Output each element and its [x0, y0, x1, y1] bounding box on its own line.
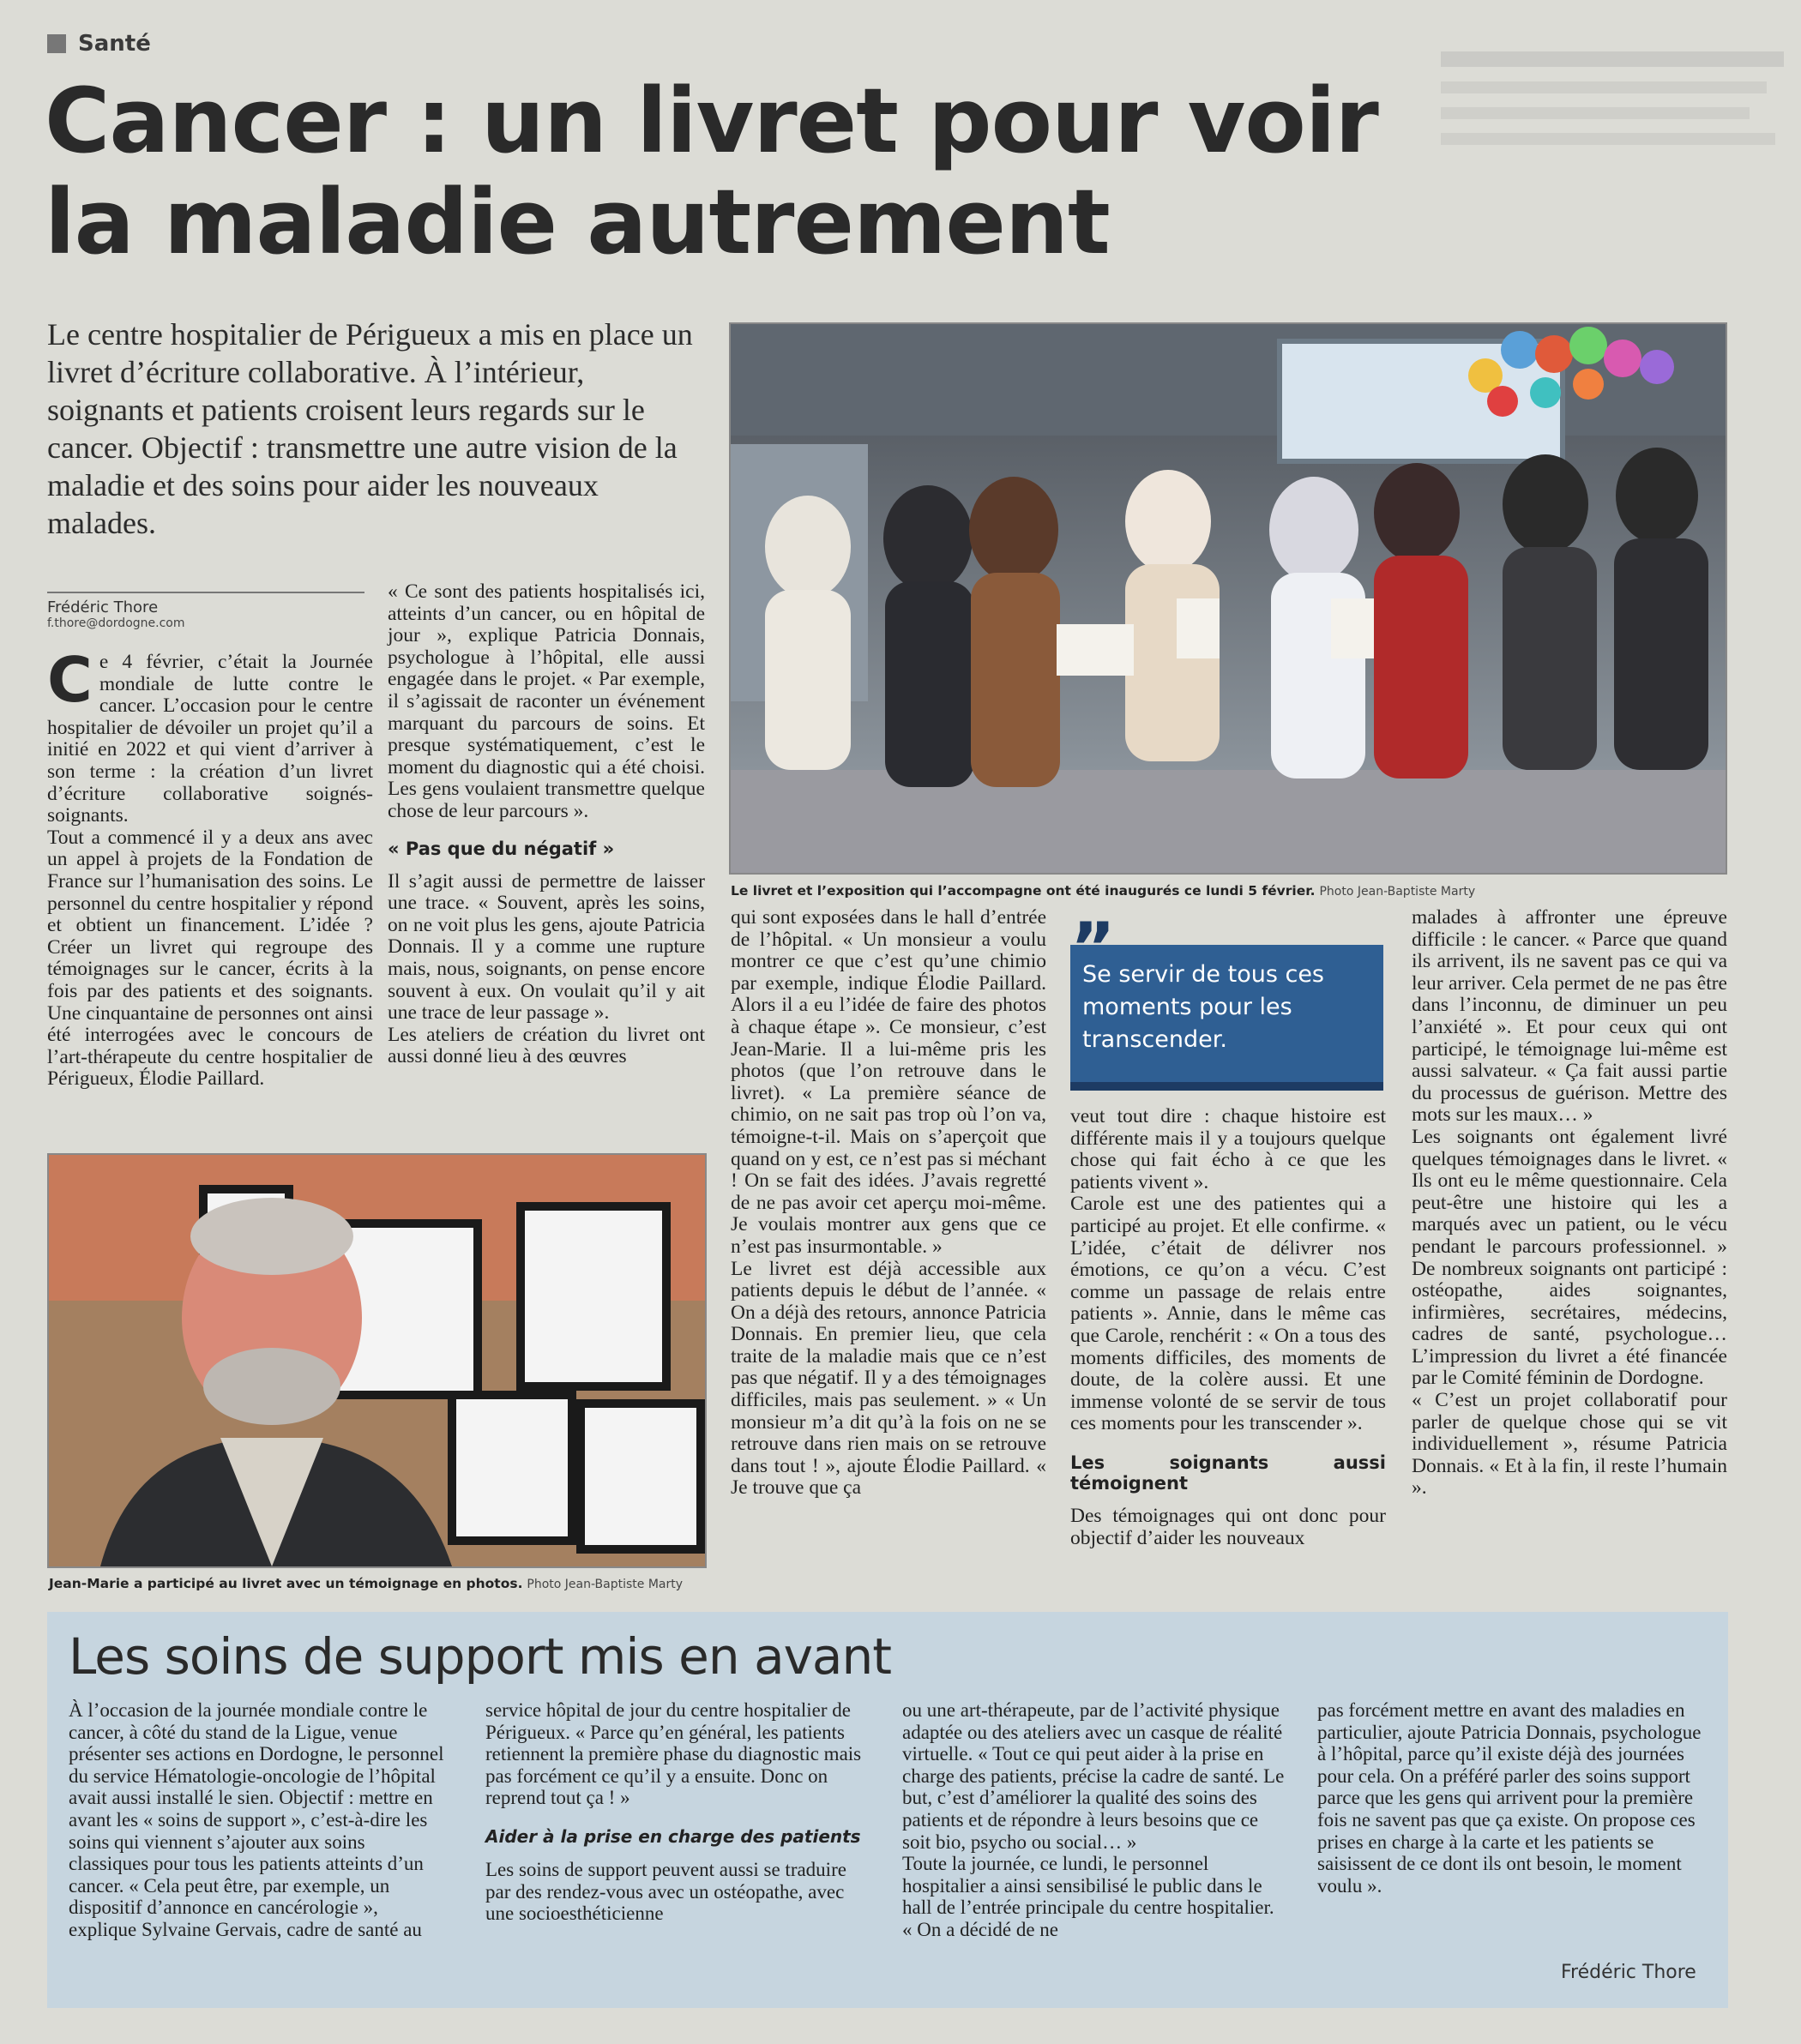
sidebar-col1-text: À l’occasion de la journée mondiale contre le cancer, à côté du stand de la Ligue, venue présenter ses actions en Dordogne, le personnel du service Hématologie-oncologie de l’hôpital avait aussi installé le sien. Objectif : mettre en avant les « soins de support », c’est-à-dire les soins qui viennent s’ajouter aux soins classiques pour tous les patients atteints d’un cancer. « Cela peut être, par exemple, un dispositif d’annonce en cancérologie », explique Sylvaine Gervais, cadre de santé au [69, 1699, 444, 1940]
main-photo-illustration [731, 324, 1726, 873]
pull-quote-text: Se servir de tous ces moments pour les transcender. [1082, 961, 1324, 1053]
article-lede: Le centre hospitalier de Périgueux a mis en place un livret d’écriture collaborative. À l’intérieur, soignants et patients croisent leurs regards sur le cancer. Objectif : transmettre une autre vision de la maladie et des soins pour aider les nouveaux malades. [47, 317, 693, 540]
col2-subhead: « Pas que du négatif » [388, 838, 615, 859]
article-column-2 [388, 581, 705, 1068]
drop-cap: C [47, 644, 93, 716]
sidebar-col3-paragraph-2: Toute la journée, ce lundi, le personnel hospitalier a ainsi sensibilisé le public dans le hall de l’entrée principale du centre hospitalier. « On a décidé de ne [902, 1853, 1274, 1940]
main-photo [729, 322, 1727, 875]
secondary-photo-credit: Photo Jean-Baptiste Marty [527, 1578, 684, 1591]
sidebar-column-4 [1317, 1699, 1703, 1897]
article-headline: Cancer : un livret pour voir la maladie autrement [45, 69, 1378, 274]
rubric-label: Santé [78, 31, 151, 57]
main-photo-credit: Photo Jean-Baptiste Marty [1319, 885, 1476, 899]
article-column-4 [1070, 1106, 1386, 1549]
sidebar-signature: Frédéric Thore [1561, 1962, 1696, 1983]
article-column-1 [47, 644, 373, 1091]
section-rubric [47, 31, 151, 57]
col4-paragraph-2: Carole est une des patientes qui a participé au projet. Et elle confirme. « L’idée, c’était de délivrer nos émotions, ce qu’on a vécu. C’est comme un passage de relais entre patients ». Annie, dans le même cas que Carole, renchérit : « On a tous des moments difficiles, des moments de doute, de la colère aussi. Et une immense volonté de se servir de tous ces moments pour les transcender ». [1070, 1193, 1386, 1435]
rubric-square-icon [47, 34, 66, 53]
col2-paragraph-3: Les ateliers de création du livret ont aussi donné lieu à des œuvres [388, 1023, 705, 1068]
sidebar-box-title: Les soins de support mis en avant [69, 1627, 891, 1686]
col5-paragraph-2: Les soignants ont également livré quelques témoignages dans le livret. « Ils ont eu le même questionnaire. Cela peut-être une histoire qui les a marqués avec un patient, ou le vécu pendant le parcours professionnel. » De nombreux soignants ont participé : ostéopathe, aides soignantes, infirmières, secrétaires, médecins, cadres de santé, psychologue… L’impression du livret a été financée par le Comité féminin de Dordogne. [1412, 1125, 1727, 1390]
sidebar-col2-paragraph-1: service hôpital de jour du centre hospitalier de Périgueux. « Parce qu’en général, les patients retiennent la première phase du diagnostic mais pas forcément ce qu’il y a ensuite. Donc on reprend tout ça ! » [485, 1699, 862, 1809]
sidebar-col4-text: pas forcément mettre en avant des maladies en particulier, ajoute Patricia Donnais, psychologue à l’hôpital, parce qu’il existe déjà des journées pour cela. On a préféré parler des soins support parce que les gens qui arrivent pour la première fois ne savent pas que ça existe. On propose ces prises en charge à la carte et les patients se saisissent de ce dont ils ont besoin, le moment voulu ». [1317, 1699, 1702, 1897]
sidebar-col3-paragraph-1: ou une art-thérapeute, par de l’activité physique adaptée ou des ateliers avec un casque de réalité virtuelle. « Tout ce qui peut aider à la prise en charge des patients, précise la cadre de santé. Le but, c’est d’améliorer la qualité des soins des patients et de répondre à leurs besoins que ce soit bio, psycho ou social… » [902, 1699, 1285, 1853]
secondary-photo [47, 1153, 707, 1568]
col5-paragraph-1: malades à affronter une épreuve difficile : le cancer. « Parce que quand ils arrivent, ils ne savent pas ce qui va leur arriver. Cela permet de ne pas être dans l’inconnu, de diminuer un peu l’anxiété ». Et pour ceux qui ont participé, le témoignage lui-même est aussi salvateur. « Ça fait aussi partie du processus de guérison. Mettre des mots sur les maux… » [1412, 906, 1727, 1127]
sidebar-col2-paragraph-2: Les soins de support peuvent aussi se traduire par des rendez-vous avec un ostéopathe, avec une socioesthéticienne [485, 1858, 846, 1925]
sidebar-column-1 [69, 1699, 446, 1941]
sidebar-column-2 [485, 1699, 863, 1925]
byline [47, 592, 364, 630]
secondary-photo-caption-text: Jean-Marie a participé au livret avec un témoignage en photos. [49, 1576, 523, 1591]
main-photo-caption-text: Le livret et l’exposition qui l’accompagne ont été inaugurés ce lundi 5 février. [731, 883, 1316, 899]
col4-paragraph-3: Des témoignages qui ont donc pour objectif d’aider les nouveaux [1070, 1504, 1386, 1549]
secondary-photo-caption [49, 1576, 709, 1591]
secondary-photo-illustration [49, 1155, 705, 1566]
main-photo-caption [731, 883, 1726, 899]
pull-quote [1070, 908, 1383, 1091]
col3-paragraph-2: Le livret est déjà accessible aux patients depuis le début de l’année. « On a déjà des retours, annonce Patricia Donnais. En premier lieu, que cela traite de la maladie mais que ce n’est pas que négatif. Il y a des témoignages difficiles, mais pas seulement. » « Un monsieur m’a dit qu’à la fois on ne se retrouve dans rien mais on se retrouve dans tout ! », ajoute Élodie Paillard. « Je trouve que ça [731, 1257, 1046, 1500]
col4-paragraph-1: veut tout dire : chaque histoire est différente mais il y a toujours quelque chose qui fait écho à ce que les patients vivent ». [1070, 1105, 1386, 1193]
article-column-3 [731, 907, 1046, 1500]
col2-paragraph-2: Il s’agit aussi de permettre de laisser une trace. « Souvent, après les soins, on ne voit plus les gens, ajoute Patricia Donnais. Il y a comme une rupture mais, nous, soignants, on pense encore souvent à eux. On voulait qu’il y ait une trace de leur passage ». [388, 869, 705, 1025]
byline-name: Frédéric Thore [47, 598, 159, 616]
col1-paragraph-2: Tout a commencé il y a deux ans avec un appel à projets de la Fondation de France sur l’humanisation des soins. Le personnel du centre hospitalier y répond et obtient un financement. L’idée ? Créer un livret qui regroupe des témoignages sur le cancer, écrits à la fois par des patients et des soignants. Une cinquantaine de personnes ont ainsi été interrogées avec le concours de l’art-thérapeute du centre hospitalier de Périgueux, Élodie Paillard. [47, 826, 373, 1091]
quote-marks-icon: ” [1070, 908, 1116, 988]
byline-email: f.thore@dordogne.com [47, 616, 185, 630]
sidebar-col2-subhead: Aider à la prise en charge des patients [485, 1825, 861, 1847]
col1-paragraph-1: e 4 février, c’était la Journée mondiale de lutte contre le cancer. L’occasion pour le centre hospitalier de dévoiler un projet qu’il a initié en 2022 et qui vient d’arriver à son terme : la création d’un livret d’écriture collaborative soignés-soignants. [47, 651, 373, 827]
article-column-5 [1412, 907, 1727, 1500]
col2-paragraph-1: « Ce sont des patients hospitalisés ici, atteints d’un cancer, ou en hôpital de jour », explique Patricia Donnais, psychologue à l’hôpital, elle aussi engagée dans le projet. « Par exemple, il s’agissait de raconter un événement marquant du parcours de soins. Et presque systématiquement, c’est le moment du diagnostic qui a été choisi. Les gens voulaient transmettre quelque chose de leur parcours ». [388, 580, 705, 822]
sidebar-column-3 [902, 1699, 1288, 1941]
col4-subhead: Les soignants aussi témoignent [1070, 1452, 1386, 1494]
col3-paragraph-1: qui sont exposées dans le hall d’entrée de l’hôpital. « Un monsieur a voulu montrer ce que c’est qu’une chimio par exemple, indique Élodie Paillard. Alors il a eu l’idée de faire des photos à chaque étape ». Ce monsieur, c’est Jean-Marie. Il a lui-même pris les photos (que l’on retrouve dans le livret). « La première séance de chimio, on ne sait pas trop où l’on va, témoigne-t-il. Mais on s’aperçoit que quand on y est, ce n’est pas si méchant ! On se fait des idées. J’avais regretté de ne pas avoir cet aperçu moi-même. Je voulais montrer aux gens que ce n’est pas insurmontable. » [731, 906, 1046, 1258]
col5-paragraph-3: « C’est un projet collaboratif pour parler de quelque chose qui se vit individuellement », résume Patricia Donnais. « Et à la fin, il reste l’humain ». [1412, 1389, 1727, 1500]
